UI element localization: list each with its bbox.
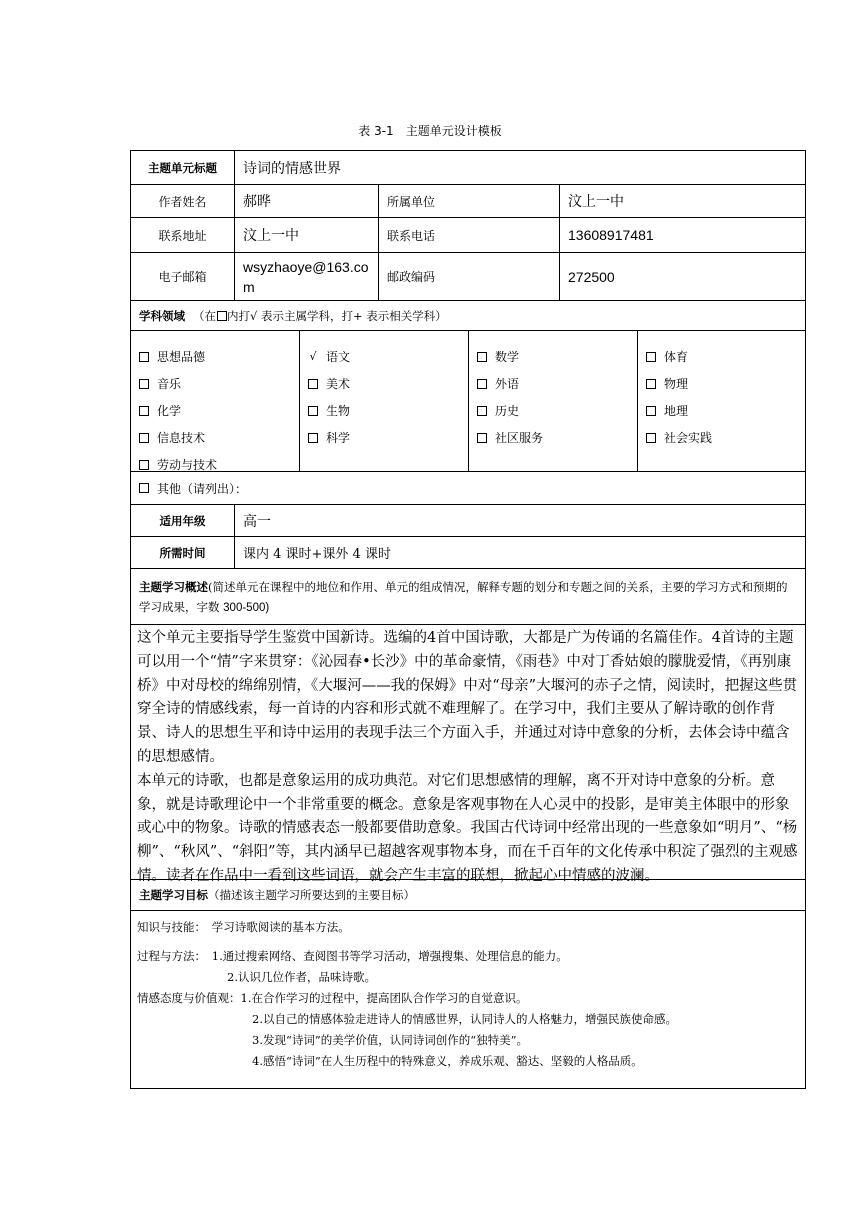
checkbox-icon[interactable]: [139, 352, 149, 362]
email-row: [131, 253, 805, 301]
goal-attitude-1: 情感态度与价值观：1.在合作学习的过程中，提高团队合作学习的自觉意识。: [137, 991, 528, 1005]
author-row: [131, 185, 805, 218]
grade-label: 适用年级: [131, 505, 235, 536]
subjects-grid: [131, 331, 805, 472]
subject-item[interactable]: 社区服务: [477, 424, 637, 451]
checkbox-icon[interactable]: [308, 433, 318, 443]
subject-item[interactable]: 信息技术: [139, 424, 299, 451]
checkbox-icon[interactable]: [139, 433, 149, 443]
checkbox-icon[interactable]: [139, 406, 149, 416]
goals-header: [131, 880, 805, 910]
org-value: 汶上一中: [568, 194, 624, 210]
subject-item[interactable]: 数学: [477, 343, 637, 370]
address-label: 联系地址: [131, 218, 235, 252]
overview-paragraph-2: 本单元的诗歌，也都是意象运用的成功典范。对它们思想感情的理解，离不开对诗中意象的分析。意象，就是诗歌理论中一个非常重要的概念。意象是客观事物在人心灵中的投影，是审美主体眼中的形象或心中的物象。诗歌的情感表态一般都要借助意象。我国古代诗词中经常出现的一些意象如“明月”、“杨柳”、“秋风”、“斜阳”等，其内涵早已超越客观事物本身，而在千百年的文化传承中积淀了强烈的主观感情。读者在作品中一看到这些词语，就会产生丰富的联想，掀起心中情感的波澜。: [137, 772, 798, 884]
subjects-col-2: [300, 331, 469, 471]
subject-item[interactable]: 生物: [308, 397, 468, 424]
subject-item[interactable]: 体育: [646, 343, 805, 370]
unit-title-value: 诗词的情感世界: [243, 160, 341, 177]
subject-item[interactable]: 思想品德: [139, 343, 299, 370]
subject-item[interactable]: 社会实践: [646, 424, 805, 451]
email-value: wsyzhaoye@163.com: [235, 253, 379, 300]
checkbox-icon[interactable]: [646, 406, 656, 416]
grade-value: 高一: [243, 513, 271, 530]
checkbox-icon[interactable]: [308, 406, 318, 416]
checkbox-icon[interactable]: [477, 433, 487, 443]
other-subject-label: 其他（请列出）：: [157, 481, 248, 496]
overview-body-row: [131, 625, 805, 884]
subjects-col-1: [131, 331, 300, 471]
other-subject[interactable]: [131, 472, 805, 504]
checkbox-icon[interactable]: [477, 379, 487, 389]
checkbox-icon[interactable]: [477, 352, 487, 362]
address-row: [131, 218, 805, 253]
goals-label: 主题学习目标: [139, 888, 208, 902]
subject-item[interactable]: 劳动与技术: [139, 451, 299, 478]
overview-header-row: [131, 569, 805, 625]
subject-item[interactable]: 地理: [646, 397, 805, 424]
phone-value: 13608917481: [568, 227, 654, 243]
subjects-col-4: [638, 331, 805, 471]
checkbox-icon[interactable]: [646, 379, 656, 389]
email-label: 电子邮箱: [131, 253, 235, 300]
checkbox-icon[interactable]: [139, 483, 149, 493]
goals-body-row: [131, 911, 805, 1088]
subject-item-checked[interactable]: √ 语文: [309, 350, 351, 364]
goal-attitude-4: 4.感悟“诗词”在人生历程中的特殊意义，养成乐观、豁达、坚毅的人格品质。: [252, 1054, 643, 1068]
subject-area-note-prefix: （在: [193, 308, 216, 323]
phone-label: 联系电话: [379, 218, 560, 252]
postcode-label: 邮政编码: [379, 253, 560, 300]
overview-body: [131, 625, 805, 884]
design-template-table: [130, 150, 806, 1089]
goals-header-row: [131, 880, 805, 911]
address-value: 汶上一中: [235, 218, 379, 252]
subject-area-header: [131, 301, 805, 330]
subject-item[interactable]: 美术: [308, 370, 468, 397]
goal-attitude-3: 3.发现“诗词”的美学价值，认同诗词创作的“独特美”。: [252, 1033, 528, 1047]
checkbox-icon[interactable]: [646, 433, 656, 443]
goals-body: [131, 911, 805, 1088]
subject-area-note-suffix: 内打√ 表示主属学科，打+ 表示相关学科）: [227, 308, 447, 323]
subject-item[interactable]: 化学: [139, 397, 299, 424]
subject-area-row: [131, 301, 805, 331]
table-caption: 表 3-1 主题单元设计模板: [358, 124, 502, 138]
checkbox-icon[interactable]: [139, 379, 149, 389]
goal-knowledge: 知识与技能： 学习诗歌阅读的基本方法。: [137, 920, 350, 934]
postcode-value: 272500: [568, 268, 615, 285]
checkbox-icon[interactable]: [477, 406, 487, 416]
checkbox-icon[interactable]: [646, 352, 656, 362]
goal-process-1: 过程与方法： 1.通过搜索网络、查阅图书等学习活动，增强搜集、处理信息的能力。: [137, 949, 568, 963]
subject-area-label: 学科领域: [139, 308, 185, 323]
goals-note: （描述该主题学习所要达到的主要目标）: [208, 888, 415, 902]
subject-item[interactable]: 历史: [477, 397, 637, 424]
checkbox-icon: [217, 311, 227, 321]
checkmark-icon[interactable]: √: [309, 350, 317, 363]
subjects-col-3: [469, 331, 638, 471]
grade-row: [131, 505, 805, 537]
checkbox-icon[interactable]: [308, 379, 318, 389]
time-label: 所需时间: [131, 537, 235, 568]
subject-item[interactable]: 音乐: [139, 370, 299, 397]
checkbox-icon[interactable]: [139, 460, 149, 470]
other-subject-row: [131, 472, 805, 505]
goal-process-2: 2.认识几位作者，品味诗歌。: [227, 970, 376, 984]
org-label: 所属单位: [379, 185, 560, 217]
unit-title-row: [131, 151, 805, 185]
overview-paragraph-1: 这个单元主要指导学生鉴赏中国新诗。选编的4首中国诗歌，大都是广为传诵的名篇佳作。4首诗的主题可以用一个“情”字来贯穿：《沁园春•长沙》中的革命豪情，《雨巷》中对丁香姑娘的朦胧爱情，《再别康桥》中对母校的绵绵别情，《大堰河——我的保姆》中对“母亲”大堰河的赤子之情，阅读时，把握这些贯穿全诗的情感线索，每一首诗的内容和形式就不难理解了。在学习中，我们主要从了解诗歌的创作背景、诗人的思想生平和诗中运用的表现手法三个方面入手，并通过对诗中意象的分析，去体会诗中蕴含的思想感情。: [137, 630, 798, 765]
overview-label: 主题学习概述: [139, 580, 208, 594]
subject-item[interactable]: 物理: [646, 370, 805, 397]
overview-note-count: 300-500): [223, 602, 270, 614]
goal-attitude-2: 2.以自己的情感体验走进诗人的情感世界，认同诗人的人格魅力，增强民族使命感。: [252, 1012, 677, 1026]
subject-item[interactable]: 外语: [477, 370, 637, 397]
overview-note: (简述单元在课程中的地位和作用、单元的组成情况，解释专题的划分和专题之间的关系，主要的学习方式和预期的学习成果，字数: [139, 580, 788, 614]
overview-header: [131, 569, 805, 624]
author-label: 作者姓名: [131, 185, 235, 217]
time-row: [131, 537, 805, 569]
subject-item[interactable]: 科学: [308, 424, 468, 451]
unit-title-label: 主题单元标题: [131, 151, 235, 184]
author-value: 郝晔: [235, 185, 379, 217]
time-value: 课内 4 课时+课外 4 课时: [243, 547, 391, 562]
